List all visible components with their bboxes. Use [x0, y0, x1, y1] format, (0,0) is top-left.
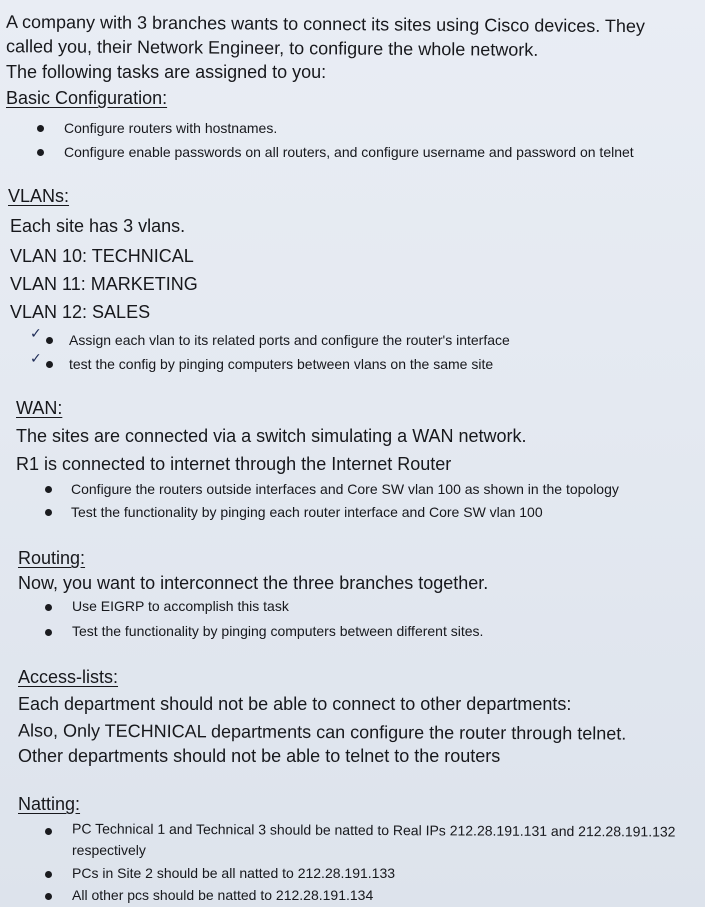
routing-bullet-2: Test the functionality by pinging computers between different sites.: [72, 623, 484, 639]
vlans-bullet-2: test the config by pinging computers between vlans on the same site: [69, 356, 494, 372]
bullet: [37, 149, 44, 156]
basic-bullet-1: Configure routers with hostnames.: [64, 120, 278, 136]
routing-line-1: Now, you want to interconnect the three branches together.: [18, 573, 489, 593]
vlans-heading: VLANs:: [8, 186, 70, 206]
bullet: [45, 828, 52, 835]
nat-bullet-3: All other pcs should be natted to 212.28.191.134: [72, 887, 374, 903]
vlans-line-1: Each site has 3 vlans.: [10, 216, 186, 236]
intro-line-2: called you, their Network Engineer, to configure the whole network.: [5, 36, 539, 60]
nat-bullet-2: PCs in Site 2 should be all natted to 212.28.191.133: [72, 865, 396, 881]
nat-bullet-1-line-2: respectively: [72, 842, 146, 858]
wan-line-2: R1 is connected to internet through the Internet Router: [16, 454, 452, 474]
intro-line-1: A company with 3 branches wants to connect its sites using Cisco devices. They: [5, 11, 646, 37]
acl-line-2: Also, Only TECHNICAL departments can configure the router through telnet.: [17, 720, 627, 744]
bullet: [45, 486, 52, 493]
routing-bullet-1: Use EIGRP to accomplish this task: [72, 598, 289, 614]
acl-heading: Access-lists:: [18, 667, 119, 687]
basic-config-heading: Basic Configuration:: [6, 88, 168, 108]
bullet: [45, 871, 52, 878]
vlans-bullet-1: Assign each vlan to its related ports and configure the router's interface: [69, 332, 510, 348]
basic-bullet-2: Configure enable passwords on all routers, and configure username and password on telnet: [64, 144, 634, 160]
bullet: [37, 125, 44, 132]
handwritten-check-icon: ✓: [30, 351, 42, 367]
bullet: [45, 629, 52, 636]
vlans-line-3: VLAN 11: MARKETING: [10, 274, 198, 294]
wan-bullet-2: Test the functionality by pinging each router interface and Core SW vlan 100: [71, 504, 543, 520]
bullet: [46, 337, 53, 344]
nat-bullet-1-line-1: PC Technical 1 and Technical 3 should be natted to Real IPs 212.28.191.131 and 212.28.191.132: [71, 820, 676, 840]
vlans-line-4: VLAN 12: SALES: [10, 302, 151, 322]
bullet: [45, 604, 52, 611]
nat-heading: Natting:: [18, 794, 81, 814]
intro-line-3: The following tasks are assigned to you:: [6, 62, 327, 82]
acl-line-1: Each department should not be able to connect to other departments:: [18, 694, 572, 714]
wan-heading: WAN:: [16, 398, 63, 418]
wan-line-1: The sites are connected via a switch simulating a WAN network.: [16, 426, 527, 446]
acl-line-3: Other departments should not be able to telnet to the routers: [18, 746, 501, 766]
routing-heading: Routing:: [18, 548, 86, 568]
vlans-line-2: VLAN 10: TECHNICAL: [10, 246, 194, 266]
handwritten-check-icon: ✓: [30, 326, 42, 342]
bullet: [45, 893, 52, 900]
bullet: [45, 509, 52, 516]
bullet: [46, 361, 53, 368]
wan-bullet-1: Configure the routers outside interfaces and Core SW vlan 100 as shown in the topology: [71, 481, 619, 497]
